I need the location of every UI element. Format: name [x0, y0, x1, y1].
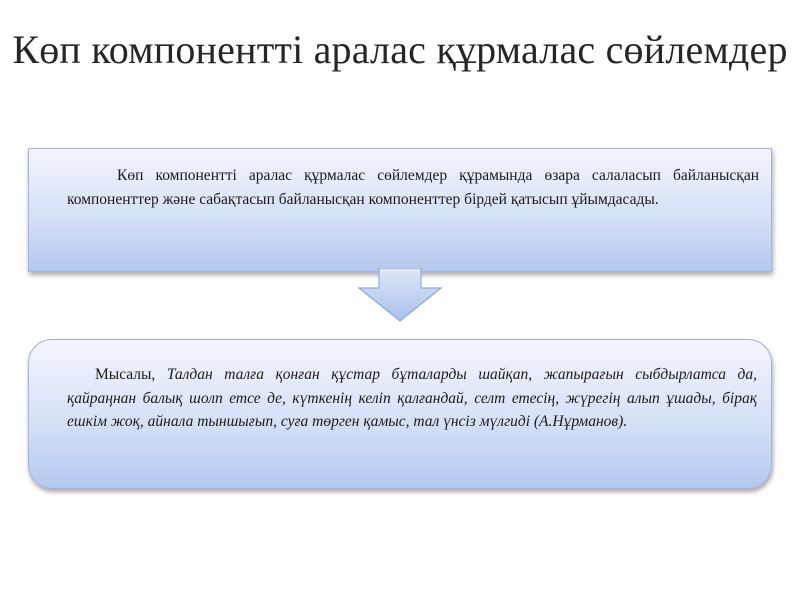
example-paragraph	[39, 363, 757, 434]
example-text: Талдан талға қонған құстар бұталарды шайқап, жапырағын сыбдырлатса да, қайраңнан балық шолп етсе де, күткенің келіп қалғандай, селт етесің, жүрегің алып ұшады, бірақ ешкім жоқ, айнала тыншығып, суға төрген қамыс, тал үнсіз мүлгиді (А.Нұрманов).	[67, 366, 757, 430]
definition-text: Көп компонентті аралас құрмалас сөйлемдер құрамында өзара салаласып байланысқан компоненттер және сабақтасып байланысқан компоненттер бірдей қатысып ұйымдасады.	[67, 167, 759, 208]
definition-box	[28, 148, 772, 272]
slide-title: Көп компонентті аралас құрмалас сөйлемдер	[12, 27, 788, 72]
example-label: Мысалы,	[95, 366, 156, 383]
example-box	[28, 339, 772, 489]
down-arrow-icon	[358, 268, 442, 322]
